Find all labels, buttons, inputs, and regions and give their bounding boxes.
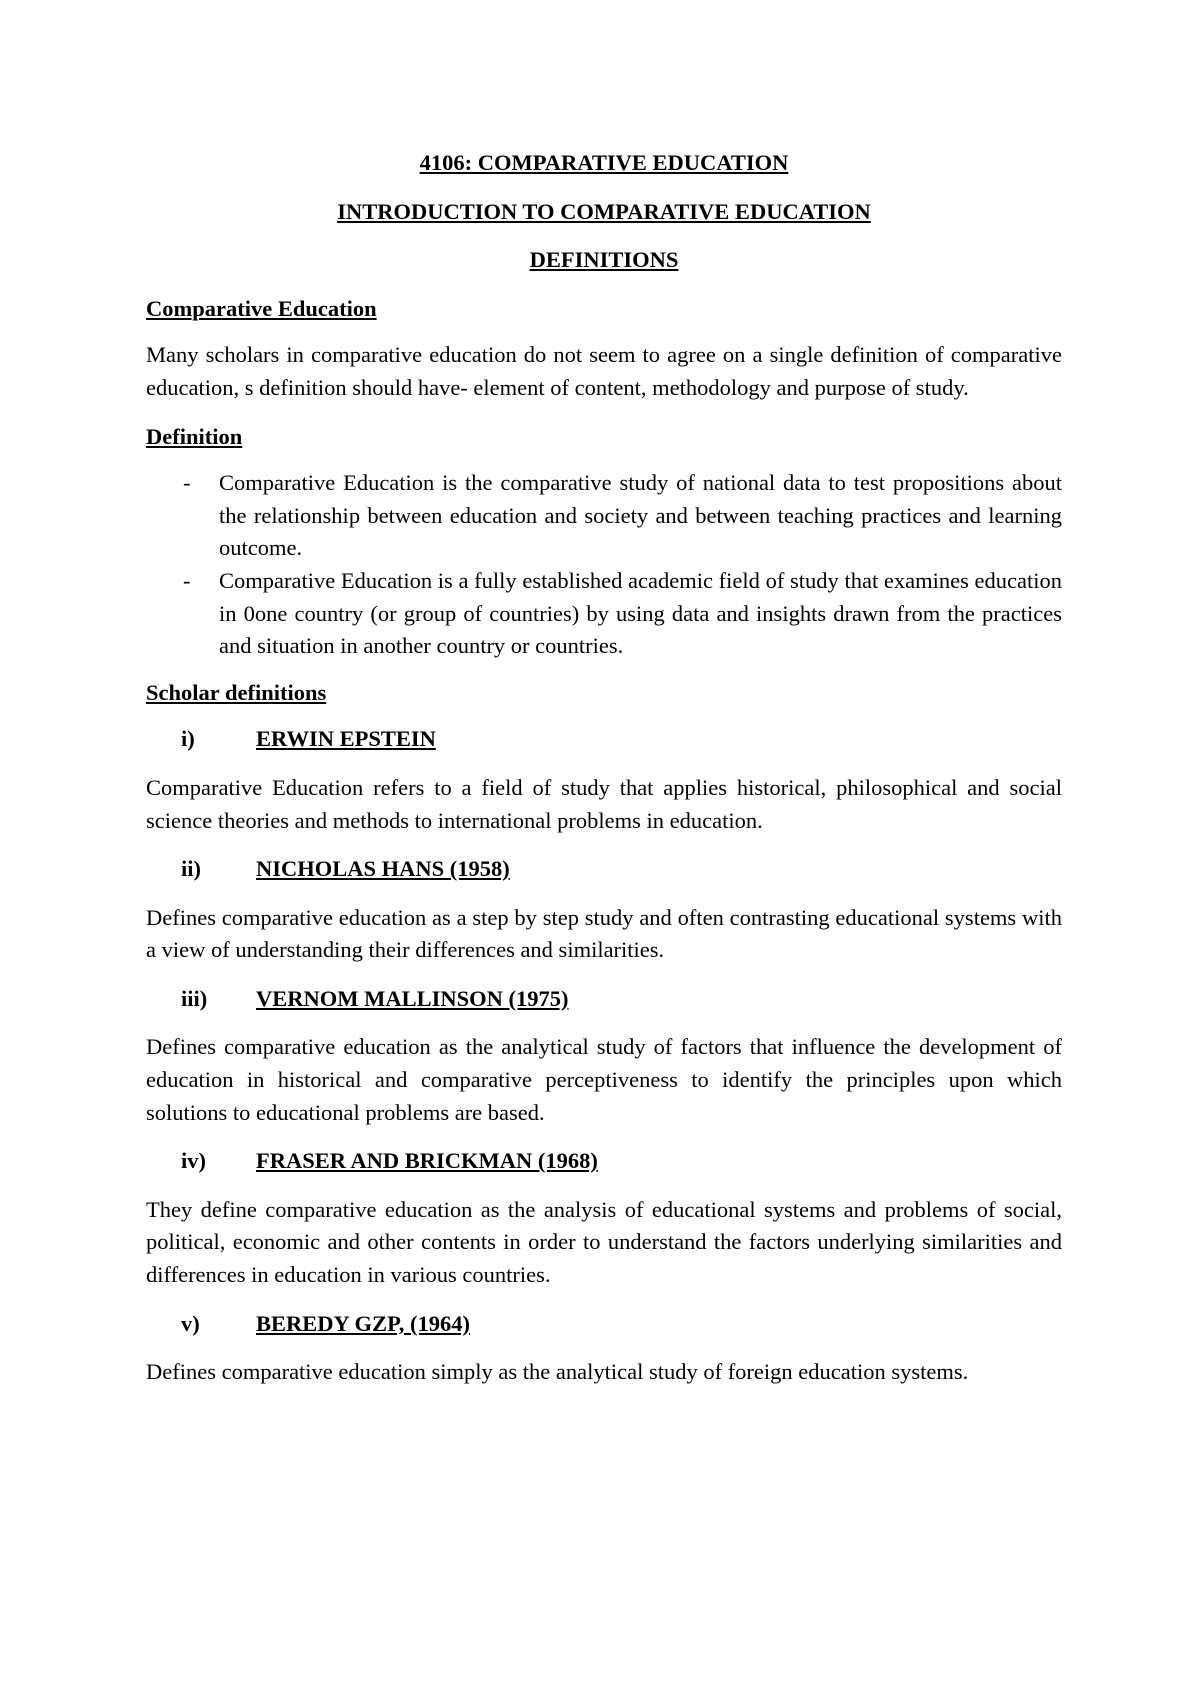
scholar-heading	[146, 853, 1062, 886]
scholar-name: BEREDY GZP, (1964)	[256, 1310, 470, 1336]
scholar-name: ERWIN EPSTEIN	[256, 726, 436, 752]
document-title: 4106: COMPARATIVE EDUCATION	[419, 150, 789, 175]
scholar-number: v)	[181, 1310, 200, 1336]
scholar-name: NICHOLAS HANS (1958)	[256, 856, 510, 882]
scholar-number: iv)	[181, 1148, 206, 1174]
list-item	[146, 565, 1062, 663]
scholar-name: FRASER AND BRICKMAN (1968)	[256, 1148, 598, 1174]
scholar-definition: Defines comparative education as a step by step study and often contrasting educational systems with a view of understanding their differences and similarities.	[146, 904, 1062, 963]
scholar-name: VERNOM MALLINSON (1975)	[256, 985, 569, 1011]
definition-list	[146, 467, 1062, 663]
scholar-heading	[146, 983, 1062, 1016]
scholar-definition: Defines comparative education simply as the analytical study of foreign education systems.	[146, 1359, 969, 1385]
list-item-text: Comparative Education is the comparative study of national data to test propositions about the relationship between education and society and between teaching practices and learning outcome.	[219, 470, 1062, 561]
list-item	[146, 467, 1062, 565]
heading-scholar-definitions: Scholar definitions	[146, 679, 327, 705]
scholar-number: iii)	[181, 985, 208, 1011]
heading-comparative-education: Comparative Education	[146, 295, 377, 321]
scholar-definition: Comparative Education refers to a field of study that applies historical, philosophical and social science theories and methods to international problems in education.	[146, 774, 1062, 833]
paragraph-intro: Many scholars in comparative education do not seem to agree on a single definition of comparative education, s definition should have- element of content, methodology and purpose of study.	[146, 342, 1062, 400]
document-content	[146, 147, 1062, 1405]
scholar-number: ii)	[181, 856, 201, 882]
scholar-number: i)	[181, 726, 195, 752]
heading-definition: Definition	[146, 423, 243, 449]
scholar-heading	[146, 723, 1062, 756]
scholar-heading	[146, 1145, 1062, 1178]
dash-bullet: -	[183, 470, 191, 496]
document-subtitle: INTRODUCTION TO COMPARATIVE EDUCATION	[337, 198, 871, 224]
list-item-text: Comparative Education is a fully established academic field of study that examines education in 0one country (or group of countries) by using data and insights drawn from the practices and situation in another country or countries.	[219, 567, 1062, 659]
dash-bullet: -	[183, 567, 191, 593]
scholar-definition: Defines comparative education as the analytical study of factors that influence the development of education in historical and comparative perceptiveness to identify the principles upon which solutions to educational problems are based.	[146, 1034, 1062, 1125]
section-heading-definitions: DEFINITIONS	[529, 247, 679, 273]
scholar-definition: They define comparative education as the analysis of educational systems and problems of social, political, economic and other contents in order to understand the factors underlying similarities and differences in education in various countries.	[146, 1196, 1062, 1288]
scholar-heading	[146, 1308, 1062, 1341]
